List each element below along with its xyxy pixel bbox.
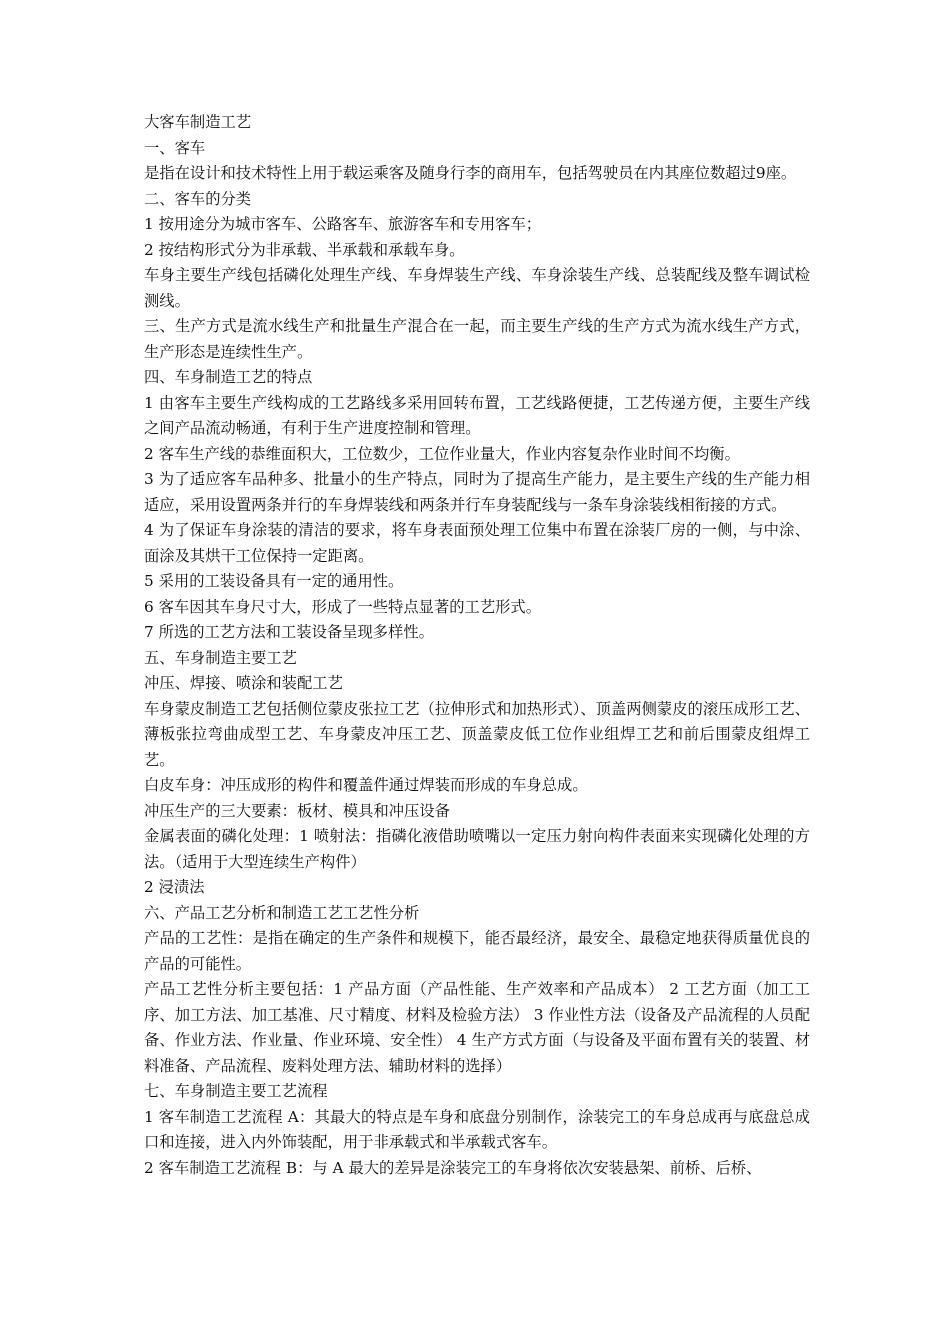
list-item: 6 客车因其车身尺寸大，形成了一些特点显著的工艺形式。 (144, 597, 542, 616)
section-heading: 五、车身制造主要工艺 (144, 648, 297, 667)
list-item: 4 为了保证车身涂装的清洁的要求，将车身表面预处理工位集中布置在涂装厂房的一侧，与中涂、面涂及其烘干工位保持一定距离。 (144, 521, 810, 565)
section-heading: 六、产品工艺分析和制造工艺工艺性分析 (144, 903, 420, 922)
section-heading: 七、车身制造主要工艺流程 (144, 1082, 328, 1100)
paragraph: 产品工艺性分析主要包括：1 产品方面（产品性能、生产效率和产品成本） 2 工艺方面（加工工序、加工方法、加工基准、尺寸精度、材料及检验方法） 3 作业性方法（设备及产品流程的人员配备、作业方法、作业量、作业环境、安全性） 4 生产方式方面（与设备及平面布置有关的装置、材料准备、产品流程、废料处理方法、辅助材料的选择） (144, 980, 810, 1075)
list-item: 5 采用的工装设备具有一定的通用性。 (144, 572, 404, 590)
paragraph: 冲压生产的三大要素：板材、模具和冲压设备 (144, 801, 450, 820)
document-body (144, 110, 810, 1181)
list-item: 7 所选的工艺方法和工装设备呈现多样性。 (144, 623, 434, 641)
list-item: 1 由客车主要生产线构成的工艺路线多采用回转布置，工艺线路便捷，工艺传递方便，主要生产线之间产品流动畅通，有利于生产进度控制和管理。 (144, 393, 810, 437)
doc-title: 大客车制造工艺 (144, 113, 252, 131)
list-item: 1 按用途分为城市客车、公路客车、旅游客车和专用客车； (144, 215, 542, 233)
paragraph: 车身蒙皮制造工艺包括侧位蒙皮张拉工艺（拉伸形式和加热形式）、顶盖两侧蒙皮的滚压成形工艺、薄板张拉弯曲成型工艺、车身蒙皮冲压工艺、顶盖蒙皮低工位作业组焊工艺和前后围蒙皮组焊工艺。 (144, 699, 810, 769)
list-item: 2 客车制造工艺流程 B：与 A 最大的差异是涂装完工的车身将依次安装悬架、前桥、后桥、 (144, 1158, 762, 1177)
list-item: 2 浸渍法 (144, 878, 205, 896)
list-item: 2 按结构形式分为非承载、半承载和承载车身。 (144, 240, 465, 259)
paragraph: 是指在设计和技术特性上用于载运乘客及随身行李的商用车，包括驾驶员在内其座位数超过9座。 (144, 164, 797, 182)
paragraph: 车身主要生产线包括磷化处理生产线、车身焊装生产线、车身涂装生产线、总装配线及整车调试检测线。 (144, 266, 810, 310)
paragraph: 冲压、焊接、喷涂和装配工艺 (144, 674, 343, 692)
paragraph: 金属表面的磷化处理：1 喷射法：指磷化液借助喷嘴以一定压力射向构件表面来实现磷化处理的方法。（适用于大型连续生产构件） (144, 827, 810, 871)
paragraph: 白皮车身：冲压成形的构件和覆盖件通过焊装而形成的车身总成。 (144, 776, 588, 794)
section-heading: 四、车身制造工艺的特点 (144, 368, 313, 386)
section-heading: 三、生产方式是流水线生产和批量生产混合在一起，而主要生产线的生产方式为流水线生产方式，生产形态是连续性生产。 (144, 317, 810, 361)
section-heading: 一、客车 (144, 138, 206, 157)
paragraph: 产品的工艺性：是指在确定的生产条件和规模下，能否最经济，最安全、最稳定地获得质量优良的产品的可能性。 (144, 929, 810, 973)
list-item: 3 为了适应客车品种多、批量小的生产特点，同时为了提高生产能力，是主要生产线的生产能力相适应，采用设置两条并行的车身焊装线和两条并行车身装配线与一条车身涂装线相衔接的方式。 (144, 470, 810, 514)
list-item: 2 客车生产线的恭维面积大，工位数少，工位作业量大，作业内容复杂作业时间不均衡。 (144, 444, 740, 463)
section-heading: 二、客车的分类 (144, 189, 252, 208)
list-item: 1 客车制造工艺流程 A：其最大的特点是车身和底盘分别制作，涂装完工的车身总成再与底盘总成口和连接，进入内外饰装配，用于非承载式和半承载式客车。 (144, 1107, 810, 1151)
